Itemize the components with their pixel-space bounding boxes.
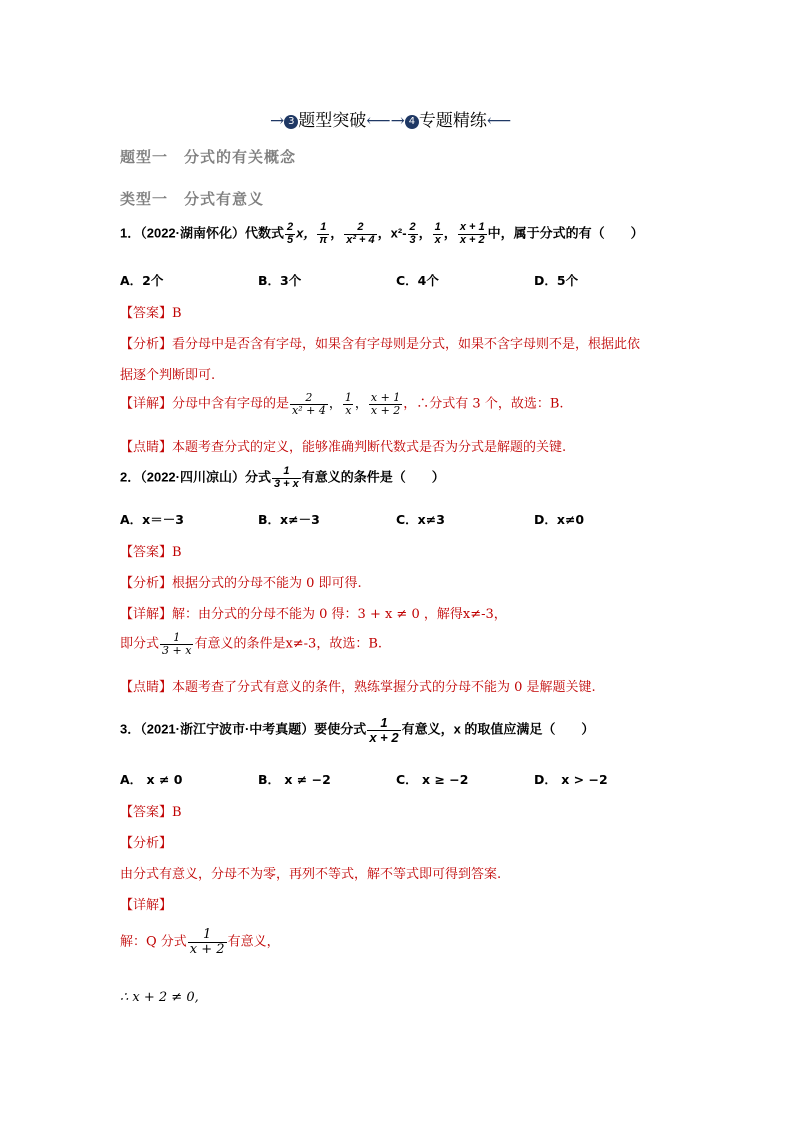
option-b[interactable]: B． x ≠ −2: [258, 772, 331, 787]
comma: ，: [354, 396, 368, 412]
analysis: 由分式有意义，分母不为零，再列不等式，解不等式即可得到答案.: [120, 867, 502, 882]
numerator: 1: [203, 927, 212, 942]
detail-prefix: 即分式: [120, 636, 160, 652]
fraction: [272, 466, 301, 490]
detail-suffix: ，∴分式有 3 个，故选：B.: [403, 396, 564, 412]
option-d[interactable]: D．x≠0: [534, 512, 585, 527]
denominator: x² + 4: [346, 233, 375, 246]
comma: ，: [418, 225, 432, 241]
numerator: 2: [409, 221, 416, 233]
option-b[interactable]: B．3个: [258, 273, 302, 288]
detail-title: 【详解】: [120, 898, 173, 913]
q1-var: x，: [296, 225, 317, 241]
option-c[interactable]: C．x≠3: [396, 512, 445, 527]
analysis-line-1: 【分析】看分母中是否含有字母，如果含有字母则是分式，如果不含字母则不是，根据此依: [120, 337, 641, 352]
denominator: 3 + x: [273, 477, 299, 490]
fraction: [408, 222, 418, 246]
numerator: 1: [173, 631, 181, 644]
numerator: 1: [380, 715, 388, 730]
fraction: [433, 222, 443, 246]
q3-label: 3．（2021·浙江宁波市·中考真题）要使分式: [120, 721, 367, 737]
detail-prefix: 【详解】分母中含有字母的是: [120, 396, 290, 412]
option-a[interactable]: A．2个: [120, 273, 164, 288]
q2-tail: 有意义的条件是（ ）: [301, 469, 445, 485]
denominator: x: [434, 233, 441, 246]
q1-term4: ，x²-: [377, 225, 407, 241]
denominator: 5: [286, 233, 294, 246]
solution-line: [120, 928, 280, 956]
denominator: x + 2: [369, 729, 399, 745]
fraction: [317, 222, 329, 246]
option-a[interactable]: A．x＝－3: [120, 512, 184, 527]
q1-label: 1．（2022·湖南怀化）代数式: [120, 225, 284, 241]
numerator: 2: [357, 221, 364, 233]
detail-line-2: [120, 632, 382, 656]
circle-number-badge: 3: [284, 115, 298, 129]
fraction: [369, 392, 402, 416]
option-a[interactable]: A． x ≠ 0: [120, 772, 183, 787]
numerator: 2: [286, 221, 294, 233]
denominator: x + 2: [189, 941, 225, 957]
analysis-title: 【分析】: [120, 836, 173, 851]
option-d[interactable]: D．5个: [534, 273, 579, 288]
fraction: [290, 392, 328, 416]
section-title-1: 题型一 分式的有关概念: [120, 148, 297, 166]
option-c[interactable]: C． x ≥ −2: [396, 772, 469, 787]
option-b[interactable]: B．x≠－3: [258, 512, 320, 527]
denominator: x² + 4: [292, 403, 326, 417]
option-d[interactable]: D． x > −2: [534, 772, 608, 787]
analysis-line-2: 据逐个判断即可.: [120, 368, 216, 383]
question-1: [120, 222, 644, 246]
detail-line: [120, 392, 564, 416]
header-part2: 专题精练: [418, 111, 487, 131]
denominator: x: [345, 403, 352, 417]
q2-label: 2．（2022·四川凉山）分式: [120, 469, 271, 485]
option-c[interactable]: C．4个: [396, 273, 439, 288]
fraction: [343, 392, 354, 416]
fraction: [188, 928, 227, 956]
fraction: [344, 222, 376, 246]
numerator: 1: [344, 391, 352, 404]
answer: 【答案】B: [120, 545, 182, 560]
page-header: [270, 106, 511, 131]
numerator: x + 1: [370, 391, 401, 404]
fraction: [285, 222, 295, 246]
numerator: x + 1: [459, 221, 485, 233]
question-3: [120, 716, 594, 744]
arrow-right-icon: →: [270, 111, 285, 131]
detail-line: 【详解】解：由分式的分母不能为 0 得：3 + x ≠ 0 ，解得x≠-3，: [120, 607, 507, 622]
q3-tail: 有意义，x 的取值应满足（ ）: [401, 721, 595, 737]
numerator: 2: [305, 391, 313, 404]
comma: ，: [443, 225, 457, 241]
denominator: x + 2: [370, 403, 401, 417]
math-line: ∴ x + 2 ≠ 0,: [120, 990, 199, 1005]
arrow-left-icon: ⟵: [486, 111, 512, 131]
denominator: 3: [409, 233, 416, 246]
denominator: 3 + x: [162, 643, 192, 657]
solution-suffix: 有意义，: [227, 934, 280, 950]
section-title-2: 类型一 分式有意义: [120, 190, 265, 208]
fraction: [160, 632, 193, 656]
arrow-both-icon: ⟵→: [366, 111, 405, 131]
question-2: [120, 466, 445, 490]
comma: ，: [328, 396, 342, 412]
denominator: x + 2: [459, 233, 485, 246]
header-part1: 题型突破: [298, 111, 367, 131]
solution-prefix: 解：Q 分式: [120, 934, 187, 950]
numerator: 1: [283, 465, 290, 477]
analysis: 【分析】根据分式的分母不能为 0 即可得.: [120, 576, 362, 591]
answer: 【答案】B: [120, 805, 182, 820]
comma: ，: [330, 225, 344, 241]
fraction: [367, 716, 400, 744]
fraction: [458, 222, 487, 246]
numerator: 1: [320, 221, 327, 233]
comment: 【点睛】本题考查了分式有意义的条件，熟练掌握分式的分母不能为 0 是解题关键.: [120, 680, 596, 695]
detail-suffix: 有意义的条件是x≠-3，故选：B.: [194, 636, 383, 652]
q1-tail: 中，属于分式的有（ ）: [487, 225, 644, 241]
comment: 【点睛】本题考查分式的定义，能够准确判断代数式是否为分式是解题的关键.: [120, 440, 567, 455]
denominator: π: [319, 233, 328, 246]
numerator: 1: [434, 221, 441, 233]
circle-number-badge: 4: [405, 115, 419, 129]
answer: 【答案】B: [120, 306, 182, 321]
